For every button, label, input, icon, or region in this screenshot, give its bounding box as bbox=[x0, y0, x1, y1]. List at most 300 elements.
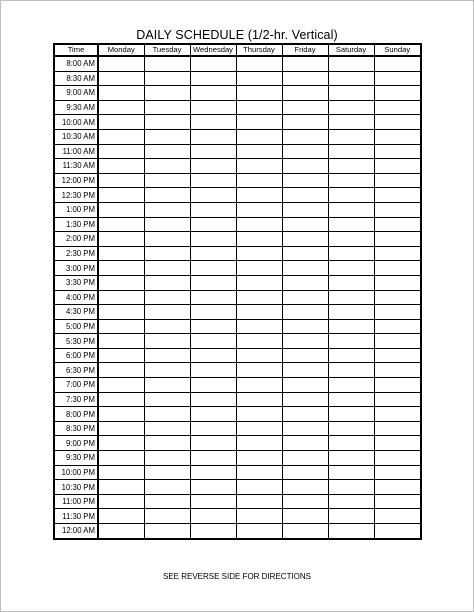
schedule-cell-monday[interactable] bbox=[98, 115, 144, 130]
schedule-cell-wednesday[interactable] bbox=[190, 305, 236, 320]
schedule-cell-saturday[interactable] bbox=[328, 436, 374, 451]
table-row bbox=[54, 86, 421, 101]
schedule-cell-friday[interactable] bbox=[282, 407, 328, 422]
schedule-cell-monday[interactable] bbox=[98, 144, 144, 159]
schedule-cell-friday[interactable] bbox=[282, 71, 328, 86]
schedule-cell-wednesday[interactable] bbox=[190, 56, 236, 71]
schedule-cell-friday[interactable] bbox=[282, 261, 328, 276]
schedule-cell-sunday[interactable] bbox=[374, 290, 421, 305]
column-header-tuesday: Tuesday bbox=[144, 44, 190, 56]
schedule-cell-saturday[interactable] bbox=[328, 56, 374, 71]
schedule-cell-wednesday[interactable] bbox=[190, 436, 236, 451]
schedule-cell-wednesday[interactable] bbox=[190, 100, 236, 115]
schedule-cell-sunday[interactable] bbox=[374, 261, 421, 276]
table-row bbox=[54, 407, 421, 422]
schedule-cell-friday[interactable] bbox=[282, 305, 328, 320]
time-label: 8:30 AM bbox=[54, 71, 98, 86]
schedule-cell-thursday[interactable] bbox=[236, 392, 282, 407]
schedule-cell-wednesday[interactable] bbox=[190, 115, 236, 130]
schedule-cell-tuesday[interactable] bbox=[144, 407, 190, 422]
table-row bbox=[54, 509, 421, 524]
time-label: 3:30 PM bbox=[54, 275, 98, 290]
schedule-cell-monday[interactable] bbox=[98, 217, 144, 232]
schedule-cell-tuesday[interactable] bbox=[144, 129, 190, 144]
time-label: 8:00 AM bbox=[54, 56, 98, 71]
schedule-cell-wednesday[interactable] bbox=[190, 144, 236, 159]
table-row bbox=[54, 494, 421, 509]
schedule-cell-monday[interactable] bbox=[98, 524, 144, 539]
schedule-cell-saturday[interactable] bbox=[328, 480, 374, 495]
schedule-cell-monday[interactable] bbox=[98, 334, 144, 349]
time-label: 8:00 PM bbox=[54, 407, 98, 422]
schedule-cell-sunday[interactable] bbox=[374, 173, 421, 188]
time-label: 1:30 PM bbox=[54, 217, 98, 232]
schedule-cell-saturday[interactable] bbox=[328, 129, 374, 144]
schedule-cell-sunday[interactable] bbox=[374, 71, 421, 86]
schedule-cell-friday[interactable] bbox=[282, 524, 328, 539]
table-row bbox=[54, 421, 421, 436]
schedule-cell-friday[interactable] bbox=[282, 100, 328, 115]
schedule-cell-thursday[interactable] bbox=[236, 494, 282, 509]
schedule-cell-friday[interactable] bbox=[282, 217, 328, 232]
schedule-cell-thursday[interactable] bbox=[236, 363, 282, 378]
schedule-cell-wednesday[interactable] bbox=[190, 202, 236, 217]
column-header-friday: Friday bbox=[282, 44, 328, 56]
schedule-cell-sunday[interactable] bbox=[374, 246, 421, 261]
table-row bbox=[54, 334, 421, 349]
schedule-cell-tuesday[interactable] bbox=[144, 115, 190, 130]
schedule-cell-sunday[interactable] bbox=[374, 100, 421, 115]
schedule-cell-thursday[interactable] bbox=[236, 144, 282, 159]
schedule-cell-friday[interactable] bbox=[282, 392, 328, 407]
schedule-cell-tuesday[interactable] bbox=[144, 436, 190, 451]
table-row bbox=[54, 217, 421, 232]
page-title: DAILY SCHEDULE (1/2-hr. Vertical) bbox=[136, 28, 338, 42]
header-row bbox=[54, 44, 421, 56]
schedule-cell-thursday[interactable] bbox=[236, 56, 282, 71]
table-row bbox=[54, 56, 421, 71]
schedule-cell-tuesday[interactable] bbox=[144, 392, 190, 407]
schedule-cell-saturday[interactable] bbox=[328, 363, 374, 378]
schedule-body bbox=[54, 56, 421, 539]
schedule-cell-saturday[interactable] bbox=[328, 71, 374, 86]
schedule-cell-wednesday[interactable] bbox=[190, 363, 236, 378]
schedule-cell-thursday[interactable] bbox=[236, 480, 282, 495]
schedule-cell-tuesday[interactable] bbox=[144, 202, 190, 217]
schedule-cell-thursday[interactable] bbox=[236, 305, 282, 320]
table-row bbox=[54, 202, 421, 217]
schedule-cell-saturday[interactable] bbox=[328, 334, 374, 349]
schedule-cell-sunday[interactable] bbox=[374, 363, 421, 378]
schedule-cell-sunday[interactable] bbox=[374, 348, 421, 363]
schedule-cell-wednesday[interactable] bbox=[190, 275, 236, 290]
table-row bbox=[54, 100, 421, 115]
time-label: 6:30 PM bbox=[54, 363, 98, 378]
schedule-cell-friday[interactable] bbox=[282, 232, 328, 247]
schedule-cell-tuesday[interactable] bbox=[144, 159, 190, 174]
schedule-cell-friday[interactable] bbox=[282, 480, 328, 495]
schedule-cell-thursday[interactable] bbox=[236, 334, 282, 349]
schedule-cell-tuesday[interactable] bbox=[144, 421, 190, 436]
schedule-cell-friday[interactable] bbox=[282, 319, 328, 334]
schedule-cell-tuesday[interactable] bbox=[144, 86, 190, 101]
footer-note: SEE REVERSE SIDE FOR DIRECTIONS bbox=[162, 572, 312, 581]
schedule-cell-wednesday[interactable] bbox=[190, 188, 236, 203]
table-row bbox=[54, 115, 421, 130]
schedule-cell-wednesday[interactable] bbox=[190, 494, 236, 509]
schedule-cell-tuesday[interactable] bbox=[144, 348, 190, 363]
schedule-cell-wednesday[interactable] bbox=[190, 407, 236, 422]
schedule-cell-tuesday[interactable] bbox=[144, 480, 190, 495]
schedule-cell-monday[interactable] bbox=[98, 100, 144, 115]
table-row bbox=[54, 159, 421, 174]
schedule-cell-sunday[interactable] bbox=[374, 334, 421, 349]
schedule-cell-friday[interactable] bbox=[282, 159, 328, 174]
schedule-cell-friday[interactable] bbox=[282, 173, 328, 188]
schedule-cell-monday[interactable] bbox=[98, 348, 144, 363]
schedule-table bbox=[53, 43, 422, 540]
schedule-cell-thursday[interactable] bbox=[236, 275, 282, 290]
schedule-cell-sunday[interactable] bbox=[374, 305, 421, 320]
schedule-cell-monday[interactable] bbox=[98, 232, 144, 247]
schedule-cell-thursday[interactable] bbox=[236, 129, 282, 144]
schedule-cell-sunday[interactable] bbox=[374, 494, 421, 509]
schedule-cell-tuesday[interactable] bbox=[144, 100, 190, 115]
schedule-cell-wednesday[interactable] bbox=[190, 509, 236, 524]
schedule-cell-thursday[interactable] bbox=[236, 232, 282, 247]
schedule-cell-thursday[interactable] bbox=[236, 217, 282, 232]
schedule-cell-saturday[interactable] bbox=[328, 348, 374, 363]
schedule-cell-friday[interactable] bbox=[282, 465, 328, 480]
time-label: 10:30 AM bbox=[54, 129, 98, 144]
time-label: 1:00 PM bbox=[54, 202, 98, 217]
schedule-cell-monday[interactable] bbox=[98, 319, 144, 334]
schedule-cell-sunday[interactable] bbox=[374, 86, 421, 101]
schedule-cell-monday[interactable] bbox=[98, 451, 144, 466]
table-row bbox=[54, 480, 421, 495]
schedule-cell-thursday[interactable] bbox=[236, 290, 282, 305]
schedule-cell-tuesday[interactable] bbox=[144, 524, 190, 539]
schedule-cell-monday[interactable] bbox=[98, 275, 144, 290]
schedule-cell-tuesday[interactable] bbox=[144, 188, 190, 203]
schedule-cell-monday[interactable] bbox=[98, 421, 144, 436]
schedule-cell-monday[interactable] bbox=[98, 86, 144, 101]
schedule-cell-thursday[interactable] bbox=[236, 115, 282, 130]
schedule-cell-wednesday[interactable] bbox=[190, 392, 236, 407]
schedule-cell-thursday[interactable] bbox=[236, 246, 282, 261]
time-label: 5:00 PM bbox=[54, 319, 98, 334]
time-label: 7:30 PM bbox=[54, 392, 98, 407]
schedule-cell-friday[interactable] bbox=[282, 144, 328, 159]
schedule-cell-tuesday[interactable] bbox=[144, 246, 190, 261]
schedule-cell-monday[interactable] bbox=[98, 188, 144, 203]
schedule-cell-tuesday[interactable] bbox=[144, 173, 190, 188]
schedule-cell-saturday[interactable] bbox=[328, 159, 374, 174]
schedule-cell-tuesday[interactable] bbox=[144, 494, 190, 509]
schedule-cell-saturday[interactable] bbox=[328, 451, 374, 466]
time-label: 11:30 PM bbox=[54, 509, 98, 524]
schedule-cell-thursday[interactable] bbox=[236, 465, 282, 480]
schedule-cell-monday[interactable] bbox=[98, 173, 144, 188]
schedule-cell-tuesday[interactable] bbox=[144, 509, 190, 524]
schedule-cell-thursday[interactable] bbox=[236, 378, 282, 393]
schedule-cell-saturday[interactable] bbox=[328, 144, 374, 159]
schedule-cell-wednesday[interactable] bbox=[190, 421, 236, 436]
schedule-cell-monday[interactable] bbox=[98, 159, 144, 174]
schedule-cell-monday[interactable] bbox=[98, 392, 144, 407]
table-row bbox=[54, 378, 421, 393]
schedule-cell-monday[interactable] bbox=[98, 465, 144, 480]
schedule-cell-sunday[interactable] bbox=[374, 378, 421, 393]
time-label: 11:00 AM bbox=[54, 144, 98, 159]
schedule-cell-saturday[interactable] bbox=[328, 246, 374, 261]
schedule-cell-monday[interactable] bbox=[98, 509, 144, 524]
schedule-cell-thursday[interactable] bbox=[236, 86, 282, 101]
time-label: 6:00 PM bbox=[54, 348, 98, 363]
schedule-cell-sunday[interactable] bbox=[374, 451, 421, 466]
schedule-cell-thursday[interactable] bbox=[236, 451, 282, 466]
schedule-cell-friday[interactable] bbox=[282, 86, 328, 101]
schedule-cell-wednesday[interactable] bbox=[190, 261, 236, 276]
time-label: 11:30 AM bbox=[54, 159, 98, 174]
schedule-cell-saturday[interactable] bbox=[328, 319, 374, 334]
column-header-wednesday: Wednesday bbox=[190, 44, 236, 56]
schedule-cell-sunday[interactable] bbox=[374, 480, 421, 495]
table-row bbox=[54, 465, 421, 480]
table-row bbox=[54, 319, 421, 334]
schedule-cell-saturday[interactable] bbox=[328, 290, 374, 305]
schedule-cell-thursday[interactable] bbox=[236, 407, 282, 422]
schedule-cell-tuesday[interactable] bbox=[144, 334, 190, 349]
table-row bbox=[54, 451, 421, 466]
schedule-cell-saturday[interactable] bbox=[328, 305, 374, 320]
schedule-cell-wednesday[interactable] bbox=[190, 348, 236, 363]
schedule-cell-saturday[interactable] bbox=[328, 524, 374, 539]
time-label: 10:00 AM bbox=[54, 115, 98, 130]
time-label: 3:00 PM bbox=[54, 261, 98, 276]
time-label: 10:30 PM bbox=[54, 480, 98, 495]
schedule-cell-monday[interactable] bbox=[98, 407, 144, 422]
table-row bbox=[54, 129, 421, 144]
schedule-cell-tuesday[interactable] bbox=[144, 232, 190, 247]
schedule-cell-saturday[interactable] bbox=[328, 173, 374, 188]
schedule-cell-sunday[interactable] bbox=[374, 56, 421, 71]
time-label: 12:00 AM bbox=[54, 524, 98, 539]
time-label: 11:00 PM bbox=[54, 494, 98, 509]
schedule-cell-friday[interactable] bbox=[282, 509, 328, 524]
schedule-cell-friday[interactable] bbox=[282, 436, 328, 451]
schedule-cell-wednesday[interactable] bbox=[190, 378, 236, 393]
table-row bbox=[54, 173, 421, 188]
schedule-cell-friday[interactable] bbox=[282, 56, 328, 71]
schedule-cell-friday[interactable] bbox=[282, 494, 328, 509]
schedule-cell-sunday[interactable] bbox=[374, 115, 421, 130]
time-label: 2:30 PM bbox=[54, 246, 98, 261]
schedule-cell-monday[interactable] bbox=[98, 71, 144, 86]
schedule-cell-tuesday[interactable] bbox=[144, 305, 190, 320]
table-row bbox=[54, 524, 421, 539]
schedule-cell-friday[interactable] bbox=[282, 348, 328, 363]
schedule-cell-monday[interactable] bbox=[98, 363, 144, 378]
schedule-cell-wednesday[interactable] bbox=[190, 290, 236, 305]
table-row bbox=[54, 71, 421, 86]
table-row bbox=[54, 261, 421, 276]
schedule-cell-saturday[interactable] bbox=[328, 115, 374, 130]
table-row bbox=[54, 188, 421, 203]
schedule-cell-monday[interactable] bbox=[98, 202, 144, 217]
schedule-cell-saturday[interactable] bbox=[328, 100, 374, 115]
schedule-cell-wednesday[interactable] bbox=[190, 465, 236, 480]
schedule-cell-tuesday[interactable] bbox=[144, 275, 190, 290]
schedule-cell-sunday[interactable] bbox=[374, 436, 421, 451]
schedule-cell-sunday[interactable] bbox=[374, 407, 421, 422]
table-row bbox=[54, 363, 421, 378]
schedule-cell-monday[interactable] bbox=[98, 494, 144, 509]
schedule-cell-thursday[interactable] bbox=[236, 319, 282, 334]
schedule-cell-thursday[interactable] bbox=[236, 348, 282, 363]
schedule-cell-saturday[interactable] bbox=[328, 275, 374, 290]
schedule-cell-tuesday[interactable] bbox=[144, 261, 190, 276]
schedule-cell-saturday[interactable] bbox=[328, 232, 374, 247]
schedule-cell-monday[interactable] bbox=[98, 290, 144, 305]
schedule-cell-monday[interactable] bbox=[98, 305, 144, 320]
schedule-cell-wednesday[interactable] bbox=[190, 173, 236, 188]
schedule-cell-thursday[interactable] bbox=[236, 509, 282, 524]
schedule-cell-friday[interactable] bbox=[282, 451, 328, 466]
schedule-cell-tuesday[interactable] bbox=[144, 451, 190, 466]
schedule-cell-tuesday[interactable] bbox=[144, 378, 190, 393]
schedule-cell-tuesday[interactable] bbox=[144, 71, 190, 86]
time-label: 5:30 PM bbox=[54, 334, 98, 349]
time-label: 12:30 PM bbox=[54, 188, 98, 203]
column-header-thursday: Thursday bbox=[236, 44, 282, 56]
time-label: 2:00 PM bbox=[54, 232, 98, 247]
schedule-cell-thursday[interactable] bbox=[236, 421, 282, 436]
time-label: 9:30 PM bbox=[54, 451, 98, 466]
schedule-cell-sunday[interactable] bbox=[374, 159, 421, 174]
schedule-cell-sunday[interactable] bbox=[374, 509, 421, 524]
schedule-cell-saturday[interactable] bbox=[328, 494, 374, 509]
schedule-cell-tuesday[interactable] bbox=[144, 465, 190, 480]
schedule-cell-saturday[interactable] bbox=[328, 509, 374, 524]
time-label: 10:00 PM bbox=[54, 465, 98, 480]
schedule-cell-saturday[interactable] bbox=[328, 188, 374, 203]
schedule-cell-sunday[interactable] bbox=[374, 319, 421, 334]
time-label: 9:30 AM bbox=[54, 100, 98, 115]
schedule-cell-friday[interactable] bbox=[282, 202, 328, 217]
schedule-cell-sunday[interactable] bbox=[374, 129, 421, 144]
schedule-cell-monday[interactable] bbox=[98, 246, 144, 261]
time-label: 4:00 PM bbox=[54, 290, 98, 305]
schedule-cell-wednesday[interactable] bbox=[190, 334, 236, 349]
table-row bbox=[54, 436, 421, 451]
schedule-cell-wednesday[interactable] bbox=[190, 217, 236, 232]
schedule-cell-friday[interactable] bbox=[282, 290, 328, 305]
schedule-cell-thursday[interactable] bbox=[236, 524, 282, 539]
schedule-cell-friday[interactable] bbox=[282, 363, 328, 378]
schedule-cell-friday[interactable] bbox=[282, 421, 328, 436]
schedule-cell-tuesday[interactable] bbox=[144, 363, 190, 378]
schedule-cell-sunday[interactable] bbox=[374, 275, 421, 290]
schedule-cell-saturday[interactable] bbox=[328, 86, 374, 101]
schedule-cell-friday[interactable] bbox=[282, 246, 328, 261]
schedule-cell-saturday[interactable] bbox=[328, 465, 374, 480]
schedule-cell-friday[interactable] bbox=[282, 334, 328, 349]
table-row bbox=[54, 275, 421, 290]
schedule-cell-saturday[interactable] bbox=[328, 217, 374, 232]
schedule-cell-tuesday[interactable] bbox=[144, 217, 190, 232]
column-header-saturday: Saturday bbox=[328, 44, 374, 56]
schedule-cell-wednesday[interactable] bbox=[190, 246, 236, 261]
schedule-cell-thursday[interactable] bbox=[236, 100, 282, 115]
schedule-cell-friday[interactable] bbox=[282, 115, 328, 130]
schedule-cell-wednesday[interactable] bbox=[190, 159, 236, 174]
time-label: 4:30 PM bbox=[54, 305, 98, 320]
schedule-cell-saturday[interactable] bbox=[328, 392, 374, 407]
schedule-cell-sunday[interactable] bbox=[374, 232, 421, 247]
schedule-cell-sunday[interactable] bbox=[374, 217, 421, 232]
schedule-cell-wednesday[interactable] bbox=[190, 524, 236, 539]
table-row bbox=[54, 348, 421, 363]
schedule-cell-wednesday[interactable] bbox=[190, 129, 236, 144]
schedule-cell-sunday[interactable] bbox=[374, 392, 421, 407]
schedule-cell-monday[interactable] bbox=[98, 378, 144, 393]
schedule-cell-saturday[interactable] bbox=[328, 261, 374, 276]
schedule-cell-wednesday[interactable] bbox=[190, 451, 236, 466]
schedule-cell-tuesday[interactable] bbox=[144, 56, 190, 71]
schedule-cell-wednesday[interactable] bbox=[190, 86, 236, 101]
schedule-cell-wednesday[interactable] bbox=[190, 319, 236, 334]
schedule-cell-wednesday[interactable] bbox=[190, 232, 236, 247]
column-header-monday: Monday bbox=[98, 44, 144, 56]
schedule-cell-tuesday[interactable] bbox=[144, 144, 190, 159]
schedule-cell-friday[interactable] bbox=[282, 275, 328, 290]
schedule-cell-wednesday[interactable] bbox=[190, 71, 236, 86]
schedule-cell-saturday[interactable] bbox=[328, 421, 374, 436]
schedule-cell-thursday[interactable] bbox=[236, 202, 282, 217]
schedule-cell-saturday[interactable] bbox=[328, 378, 374, 393]
schedule-cell-tuesday[interactable] bbox=[144, 319, 190, 334]
schedule-cell-sunday[interactable] bbox=[374, 202, 421, 217]
schedule-cell-thursday[interactable] bbox=[236, 261, 282, 276]
schedule-cell-sunday[interactable] bbox=[374, 465, 421, 480]
schedule-cell-sunday[interactable] bbox=[374, 524, 421, 539]
schedule-cell-monday[interactable] bbox=[98, 56, 144, 71]
schedule-cell-friday[interactable] bbox=[282, 188, 328, 203]
column-header-sunday: Sunday bbox=[374, 44, 421, 56]
schedule-cell-thursday[interactable] bbox=[236, 436, 282, 451]
schedule-cell-sunday[interactable] bbox=[374, 144, 421, 159]
schedule-cell-thursday[interactable] bbox=[236, 188, 282, 203]
schedule-cell-friday[interactable] bbox=[282, 378, 328, 393]
schedule-cell-sunday[interactable] bbox=[374, 421, 421, 436]
schedule-cell-wednesday[interactable] bbox=[190, 480, 236, 495]
schedule-cell-monday[interactable] bbox=[98, 129, 144, 144]
schedule-cell-monday[interactable] bbox=[98, 261, 144, 276]
schedule-cell-thursday[interactable] bbox=[236, 71, 282, 86]
schedule-cell-thursday[interactable] bbox=[236, 159, 282, 174]
time-label: 9:00 AM bbox=[54, 86, 98, 101]
column-header-time: Time bbox=[54, 44, 98, 56]
schedule-cell-thursday[interactable] bbox=[236, 173, 282, 188]
schedule-cell-friday[interactable] bbox=[282, 129, 328, 144]
schedule-cell-monday[interactable] bbox=[98, 436, 144, 451]
schedule-cell-saturday[interactable] bbox=[328, 407, 374, 422]
schedule-cell-monday[interactable] bbox=[98, 480, 144, 495]
schedule-cell-saturday[interactable] bbox=[328, 202, 374, 217]
schedule-cell-tuesday[interactable] bbox=[144, 290, 190, 305]
schedule-cell-sunday[interactable] bbox=[374, 188, 421, 203]
